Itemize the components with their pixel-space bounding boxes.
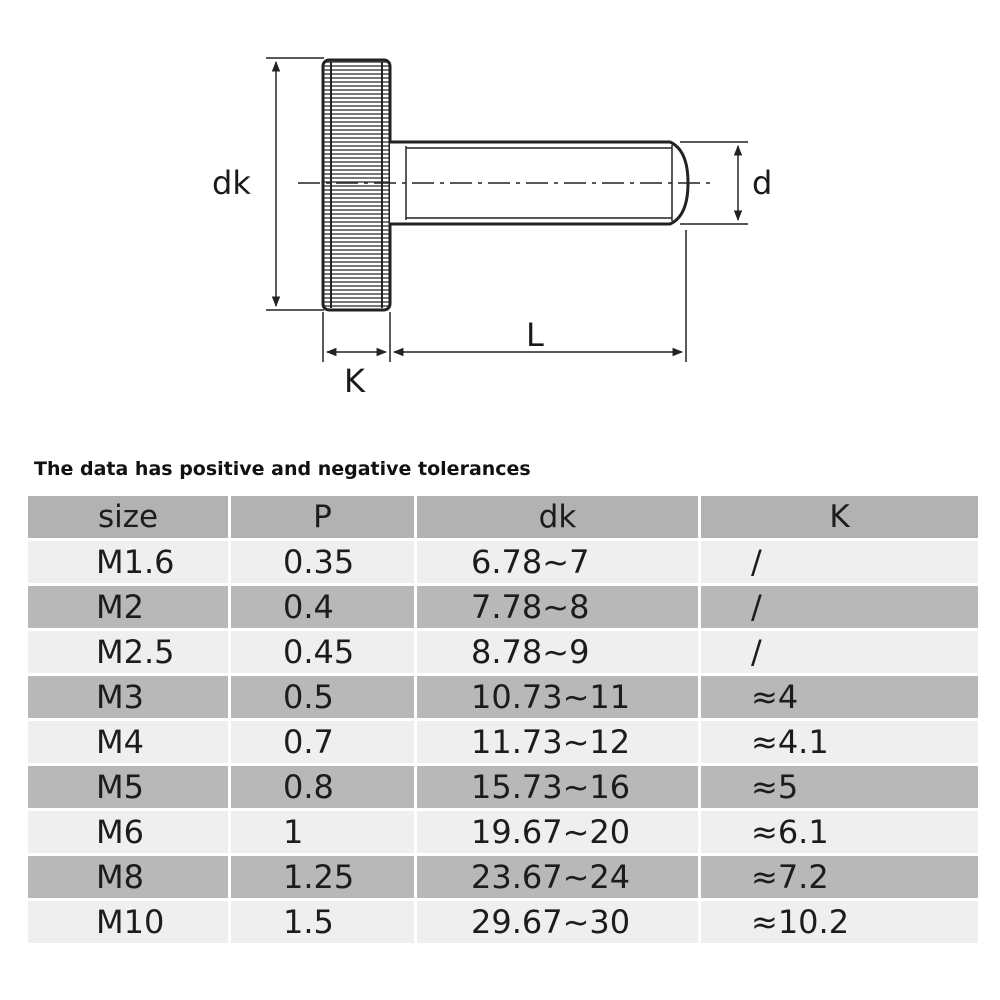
- cell-k: ≈5: [701, 766, 978, 811]
- cell-p: 0.45: [231, 631, 417, 676]
- cell-dk: 15.73~16: [417, 766, 701, 811]
- cell-dk: 10.73~11: [417, 676, 701, 721]
- cell-p: 0.7: [231, 721, 417, 766]
- cell-p: 1.25: [231, 856, 417, 901]
- tolerance-note: The data has positive and negative tolerances: [34, 458, 531, 480]
- cell-p: 0.5: [231, 676, 417, 721]
- cell-dk: 8.78~9: [417, 631, 701, 676]
- cell-p: 0.8: [231, 766, 417, 811]
- d-label: d: [752, 164, 773, 202]
- cell-dk: 29.67~30: [417, 901, 701, 946]
- cell-size: M2: [28, 586, 231, 631]
- cell-dk: 11.73~12: [417, 721, 701, 766]
- table-row: [28, 586, 978, 631]
- table-header-row: [28, 496, 978, 541]
- header-p: P: [231, 496, 417, 541]
- header-k: K: [701, 496, 978, 541]
- table-row: [28, 811, 978, 856]
- cell-dk: 23.67~24: [417, 856, 701, 901]
- thumb-screw-dimension-drawing: [0, 0, 1000, 440]
- cell-dk: 19.67~20: [417, 811, 701, 856]
- cell-k: ≈4.1: [701, 721, 978, 766]
- cell-p: 1: [231, 811, 417, 856]
- table-row: [28, 676, 978, 721]
- k-dimension: [323, 312, 390, 362]
- table-row: [28, 766, 978, 811]
- cell-size: M10: [28, 901, 231, 946]
- cell-size: M8: [28, 856, 231, 901]
- cell-size: M4: [28, 721, 231, 766]
- table-row: [28, 901, 978, 946]
- cell-dk: 7.78~8: [417, 586, 701, 631]
- dk-dimension: [266, 58, 324, 310]
- cell-k: /: [701, 586, 978, 631]
- cell-size: M1.6: [28, 541, 231, 586]
- k-label: K: [344, 362, 365, 400]
- header-size: size: [28, 496, 231, 541]
- cell-k: ≈7.2: [701, 856, 978, 901]
- cell-p: 0.4: [231, 586, 417, 631]
- cell-p: 0.35: [231, 541, 417, 586]
- cell-k: ≈4: [701, 676, 978, 721]
- table-row: [28, 856, 978, 901]
- cell-size: M5: [28, 766, 231, 811]
- cell-k: /: [701, 541, 978, 586]
- cell-k: /: [701, 631, 978, 676]
- cell-size: M2.5: [28, 631, 231, 676]
- table-row: [28, 541, 978, 586]
- knurled-head: [323, 60, 390, 310]
- dk-label: dk: [212, 164, 251, 202]
- cell-dk: 6.78~7: [417, 541, 701, 586]
- specification-table: [28, 496, 978, 946]
- table-row: [28, 721, 978, 766]
- cell-size: M3: [28, 676, 231, 721]
- l-label: L: [526, 316, 544, 354]
- cell-size: M6: [28, 811, 231, 856]
- cell-k: ≈10.2: [701, 901, 978, 946]
- cell-k: ≈6.1: [701, 811, 978, 856]
- table-row: [28, 631, 978, 676]
- cell-p: 1.5: [231, 901, 417, 946]
- header-dk: dk: [417, 496, 701, 541]
